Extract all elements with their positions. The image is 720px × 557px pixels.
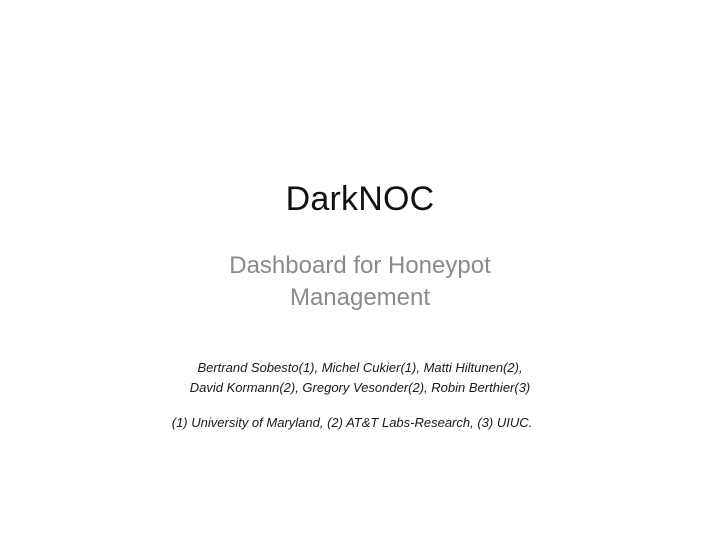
subtitle-line-2: Management xyxy=(289,284,431,311)
subtitle-line-1: Dashboard for Honeypot xyxy=(229,252,491,279)
affiliation-list: (1) University of Maryland, (2) AT&T Labs-Research, (3) UIUC. xyxy=(171,415,533,430)
slide-subtitle xyxy=(0,250,720,314)
slide-title: DarkNOC xyxy=(285,180,435,218)
authors-line-2: David Kormann(2), Gregory Vesonder(2), Robin Berthier(3) xyxy=(189,380,531,395)
authors-line-1: Bertrand Sobesto(1), Michel Cukier(1), Matti Hiltunen(2), xyxy=(197,360,523,375)
author-list xyxy=(0,358,720,398)
